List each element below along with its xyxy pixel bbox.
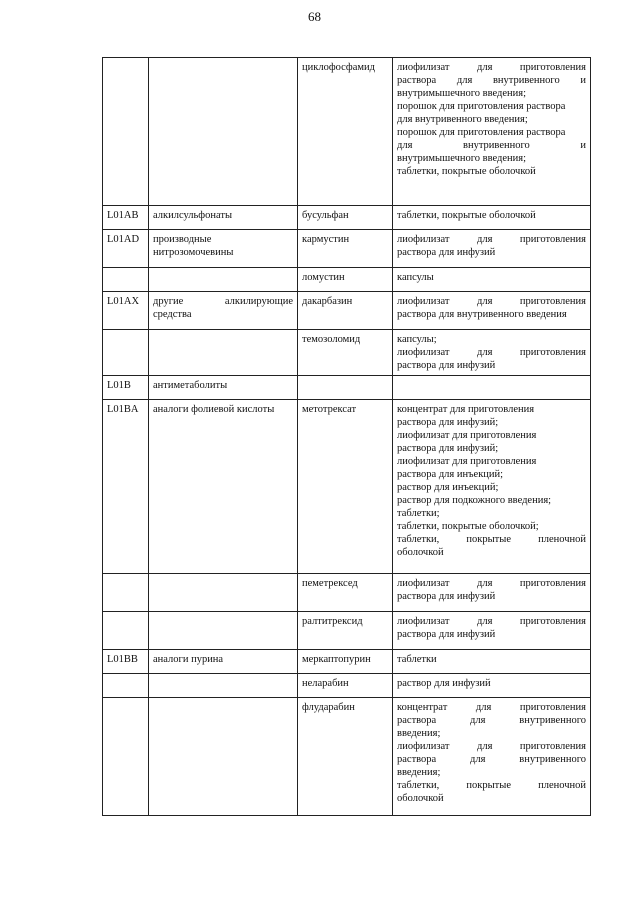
dosage-form-line: раствора для инфузий — [397, 360, 496, 371]
group-name-cell — [149, 268, 298, 292]
drug-name-cell: меркаптопурин — [298, 650, 393, 674]
dosage-form-line: раствора для инфузий; — [397, 443, 499, 454]
table-row — [103, 574, 591, 612]
dosage-form-line: для внутривенного и — [397, 140, 586, 151]
dosage-form-line: раствора для инфузий — [397, 247, 496, 258]
dosage-form-line: раствора для инъекций; — [397, 469, 504, 480]
table-row — [103, 292, 591, 330]
dosage-form-line: таблетки, покрытые оболочкой — [397, 210, 536, 221]
drug-name-cell: неларабин — [298, 674, 393, 698]
dosage-form-line: внутримышечного введения; — [397, 153, 527, 164]
dosage-form-cell — [393, 58, 591, 206]
atc-code-cell: L01AD — [103, 230, 149, 268]
group-name-cell — [149, 650, 298, 674]
dosage-form-line: таблетки, покрытые пленочной — [397, 780, 586, 791]
table-row — [103, 674, 591, 698]
dosage-form-cell — [393, 206, 591, 230]
dosage-form-cell — [393, 698, 591, 816]
drug-name-cell: темозоломид — [298, 330, 393, 376]
group-name-text: другие алкилирующие средства — [153, 296, 293, 320]
dosage-form-line: капсулы — [397, 272, 434, 283]
dosage-form-line: введения; — [397, 767, 441, 778]
dosage-form-line: порошок для приготовления раствора — [397, 127, 566, 138]
table-row — [103, 698, 591, 816]
dosage-form-line: раствора для инфузий; — [397, 417, 499, 428]
atc-code-cell — [103, 612, 149, 650]
group-name-cell — [149, 674, 298, 698]
atc-code-cell — [103, 330, 149, 376]
group-name-text: производные нитрозомочевины — [153, 234, 234, 258]
dosage-form-cell — [393, 268, 591, 292]
dosage-form-cell — [393, 574, 591, 612]
atc-code-cell: L01AX — [103, 292, 149, 330]
dosage-form-line: раствора для внутривенного — [397, 754, 586, 765]
drug-name-cell: флударабин — [298, 698, 393, 816]
drug-name-cell: кармустин — [298, 230, 393, 268]
dosage-form-line: для внутривенного введения; — [397, 114, 528, 125]
atc-code-cell — [103, 268, 149, 292]
group-name-cell — [149, 58, 298, 206]
dosage-form-line: раствора для внутривенного введения — [397, 309, 567, 320]
dosage-form-line: таблетки, покрытые оболочкой — [397, 166, 536, 177]
group-name-cell — [149, 698, 298, 816]
drug-name-cell: бусульфан — [298, 206, 393, 230]
drug-name-cell: ломустин — [298, 268, 393, 292]
group-name-text: аналоги фолиевой кислоты — [153, 404, 275, 415]
table-row — [103, 58, 591, 206]
drug-name-cell: пеметрексед — [298, 574, 393, 612]
dosage-form-line: раствора для инфузий — [397, 629, 496, 640]
dosage-form-line: лиофилизат для приготовления — [397, 456, 537, 467]
dosage-form-cell — [393, 650, 591, 674]
dosage-form-line: таблетки; — [397, 508, 440, 519]
group-name-text: аналоги пурина — [153, 654, 224, 665]
group-name-cell — [149, 330, 298, 376]
drug-classification-table — [102, 57, 591, 816]
atc-code-cell — [103, 698, 149, 816]
dosage-form-line: капсулы; — [397, 334, 437, 345]
dosage-form-cell — [393, 230, 591, 268]
drug-name-cell: циклофосфамид — [298, 58, 393, 206]
dosage-form-line: лиофилизат для приготовления — [397, 234, 586, 245]
group-name-cell — [149, 612, 298, 650]
dosage-form-line: таблетки, покрытые пленочной — [397, 534, 586, 545]
group-name-text: антиметаболиты — [153, 380, 228, 391]
dosage-form-line: лиофилизат для приготовления — [397, 430, 537, 441]
dosage-form-line: раствор для инъекций; — [397, 482, 499, 493]
dosage-form-line: раствор для подкожного введения; — [397, 495, 552, 506]
dosage-form-line: раствор для инфузий — [397, 678, 491, 689]
table-row — [103, 330, 591, 376]
dosage-form-line: таблетки — [397, 654, 437, 665]
table-row — [103, 400, 591, 574]
dosage-form-line: лиофилизат для приготовления — [397, 296, 586, 307]
dosage-form-line: раствора для инфузий — [397, 591, 496, 602]
dosage-form-line: лиофилизат для приготовления — [397, 62, 586, 73]
dosage-form-line: раствора для внутривенного — [397, 715, 586, 726]
dosage-form-line: концентрат для приготовления — [397, 702, 586, 713]
table-row — [103, 612, 591, 650]
table-row — [103, 376, 591, 400]
dosage-form-line: лиофилизат для приготовления — [397, 347, 586, 358]
dosage-form-line: таблетки, покрытые оболочкой; — [397, 521, 539, 532]
dosage-form-cell — [393, 292, 591, 330]
atc-code-cell — [103, 574, 149, 612]
dosage-form-line: лиофилизат для приготовления — [397, 741, 586, 752]
drug-name-cell: метотрексат — [298, 400, 393, 574]
group-name-cell — [149, 376, 298, 400]
atc-code-cell — [103, 674, 149, 698]
dosage-form-line: порошок для приготовления раствора — [397, 101, 566, 112]
dosage-form-cell — [393, 400, 591, 574]
atc-code-cell: L01BA — [103, 400, 149, 574]
dosage-form-line: введения; — [397, 728, 441, 739]
dosage-form-line: оболочкой — [397, 547, 444, 558]
dosage-form-cell — [393, 330, 591, 376]
dosage-form-cell — [393, 674, 591, 698]
table-row — [103, 230, 591, 268]
dosage-form-line: внутримышечного введения; — [397, 88, 527, 99]
dosage-form-line: лиофилизат для приготовления — [397, 578, 586, 589]
atc-code-cell: L01BB — [103, 650, 149, 674]
group-name-cell — [149, 230, 298, 268]
atc-code-cell: L01B — [103, 376, 149, 400]
table-row — [103, 268, 591, 292]
dosage-form-cell — [393, 376, 591, 400]
drug-name-cell: ралтитрексид — [298, 612, 393, 650]
group-name-cell — [149, 574, 298, 612]
group-name-cell — [149, 400, 298, 574]
drug-name-cell: дакарбазин — [298, 292, 393, 330]
group-name-cell — [149, 206, 298, 230]
table-row — [103, 650, 591, 674]
dosage-form-line: концентрат для приготовления — [397, 404, 535, 415]
drug-name-cell — [298, 376, 393, 400]
table-row — [103, 206, 591, 230]
atc-code-cell — [103, 58, 149, 206]
group-name-text: алкилсульфонаты — [153, 210, 232, 221]
dosage-form-cell — [393, 612, 591, 650]
group-name-cell — [149, 292, 298, 330]
page-number: 68 — [308, 9, 321, 24]
dosage-form-line: лиофилизат для приготовления — [397, 616, 586, 627]
dosage-form-line: оболочкой — [397, 793, 444, 804]
dosage-form-line: раствора для внутривенного и — [397, 75, 586, 86]
atc-code-cell: L01AB — [103, 206, 149, 230]
